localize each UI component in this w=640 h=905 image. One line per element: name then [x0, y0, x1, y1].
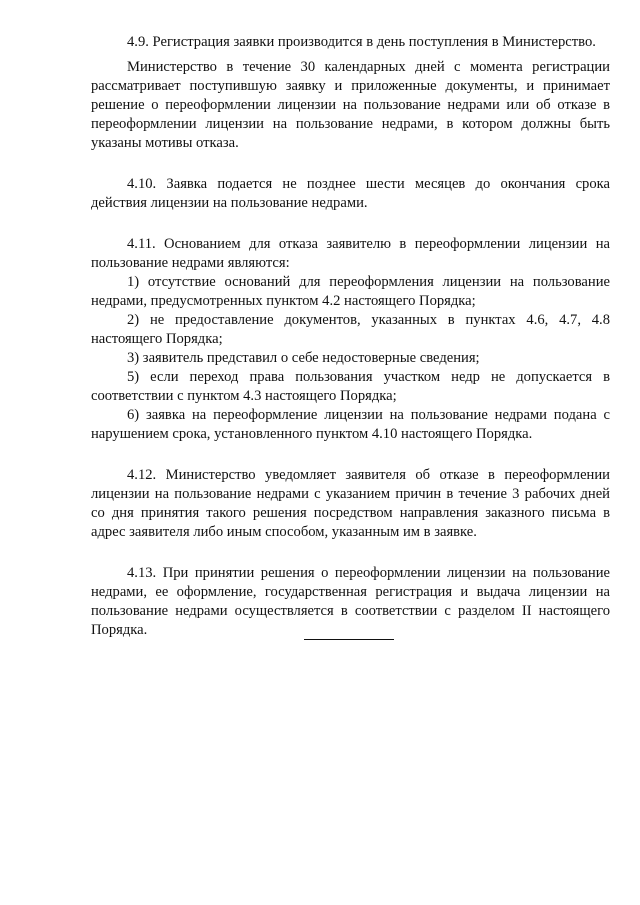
paragraph-4-12: 4.12. Министерство уведомляет заявителя об отказе в переоформлении лицензии на пользование недрами с указанием причин в течение 3 рабочих дней со дня принятия такого решения посредством направления заказного письма в адрес заявителя либо иным способом, указанным им в заявке.: [91, 467, 610, 540]
list-item-6: 6) заявка на переоформление лицензии на пользование недрами подана с нарушением срока, установленного пунктом 4.10 настоящего Порядка.: [91, 407, 610, 442]
paragraph-4-13: 4.13. При принятии решения о переоформлении лицензии на пользование недрами, ее оформление, государственная регистрация и выдача лицензии на пользование недрами осуществляется в соответствии с разделом II настоящего Порядка.: [91, 565, 610, 638]
list-item-1: 1) отсутствие оснований для переоформления лицензии на пользование недрами, предусмотренных пунктом 4.2 настоящего Порядка;: [91, 274, 610, 309]
paragraph-4-11: 4.11. Основанием для отказа заявителю в переоформлении лицензии на пользование недрами являются:: [91, 236, 610, 271]
list-item-3: 3) заявитель представил о себе недостоверные сведения;: [127, 350, 480, 366]
list-item-2: 2) не предоставление документов, указанных в пунктах 4.6, 4.7, 4.8 настоящего Порядка;: [91, 312, 610, 347]
end-line-divider: [304, 639, 394, 640]
paragraph-4-9-review: Министерство в течение 30 календарных дней с момента регистрации рассматривает поступившую заявку и приложенные документы, и принимает решение о переоформлении лицензии на пользование недрами или об отказе в переоформлении лицензии на пользование недрами, в котором должны быть указаны мотивы отказа.: [91, 59, 610, 151]
paragraph-4-10: 4.10. Заявка подается не позднее шести месяцев до окончания срока действия лицензии на пользование недрами.: [91, 176, 610, 211]
paragraph-4-9: 4.9. Регистрация заявки производится в день поступления в Министерство.: [127, 34, 596, 50]
list-item-5: 5) если переход права пользования участком недр не допускается в соответствии с пунктом 4.3 настоящего Порядка;: [91, 369, 610, 404]
